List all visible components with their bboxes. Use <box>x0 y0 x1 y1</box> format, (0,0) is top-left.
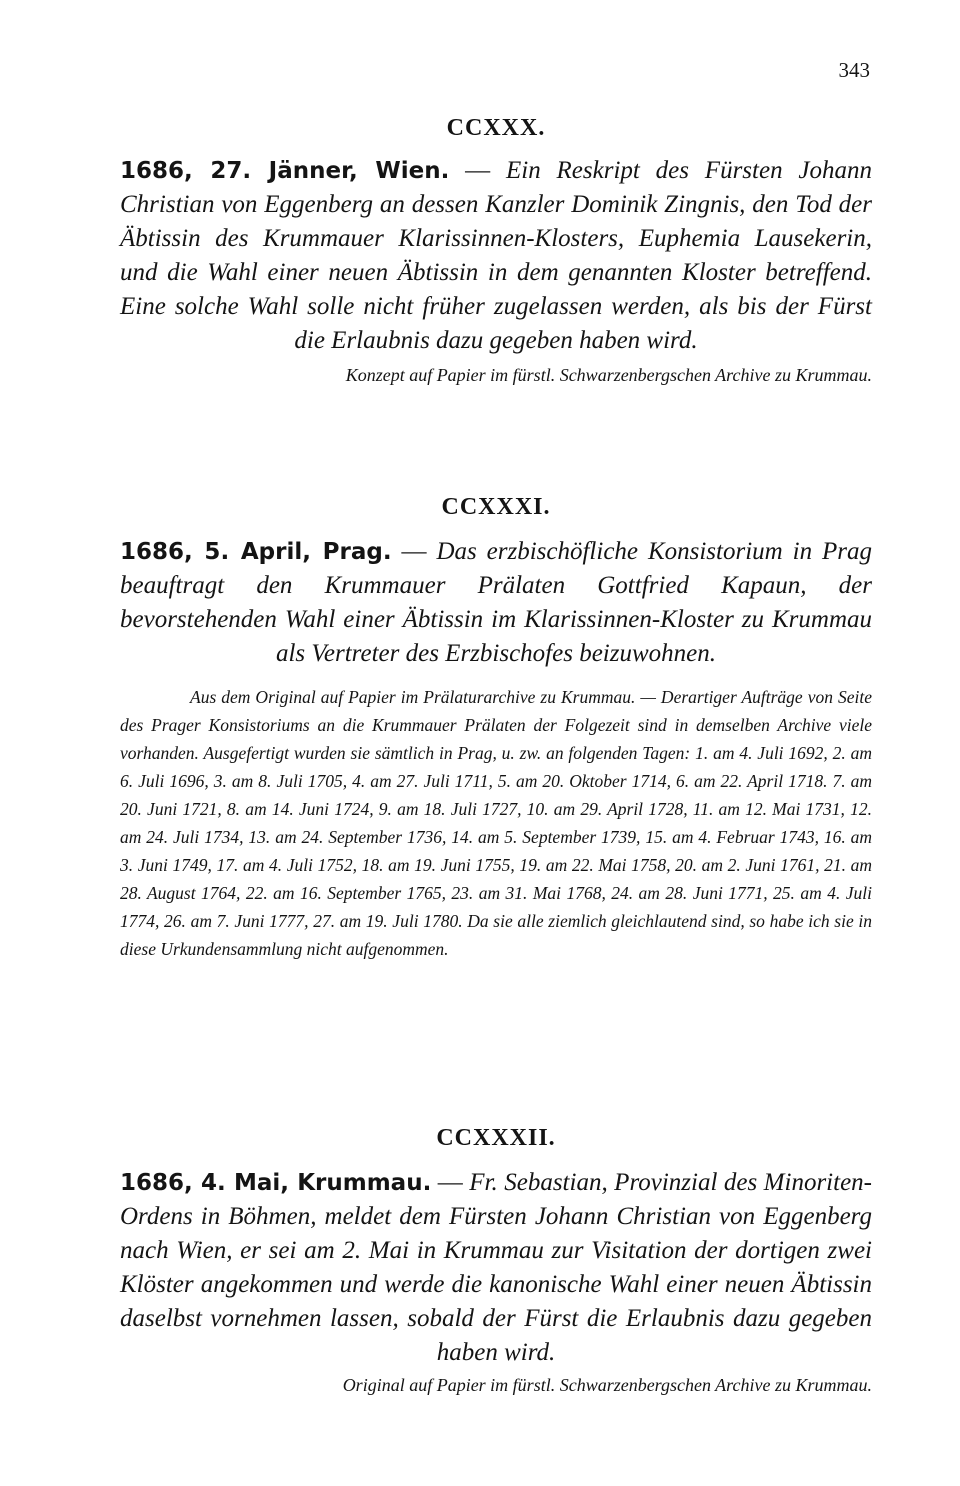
archival-note: Aus dem Original auf Papier im Prälaturarchive zu Krummau. — Derartiger Aufträge von Seite des Prager Konsistoriums an die Krummauer Prälaten der Folgezeit sind in demselben Archive viele vorhanden. Ausgefertigt wurden sie sämtlich in Prag, u. zw. an folgenden Tagen: 1. am 4. Juli 1692, 2. am 6. Juli 1696, 3. am 8. Juli 1705, 4. am 27. Juli 1711, 5. am 20. Oktober 1714, 6. am 22. April 1718. 7. am 20. Juni 1721, 8. am 14. Juni 1724, 9. am 18. Juli 1727, 10. am 29. April 1728, 11. am 12. Mai 1731, 12. am 24. Juli 1734, 13. am 24. September 1736, 14. am 5. September 1739, 15. am 4. Februar 1743, 16. am 3. Juni 1749, 17. am 4. Juli 1752, 18. am 19. Juni 1755, 19. am 22. Mai 1758, 20. am 2. Juni 1761, 21. am 28. August 1764, 22. am 16. September 1765, 23. am 31. Mai 1768, 24. am 28. Juni 1771, 25. am 4. Juli 1774, 26. am 7. Juni 1777, 27. am 19. Juli 1780. Da sie alle ziemlich gleichlautend sind, so habe ich sie in diese Urkundensammlung nicht aufgenommen. <box>120 687 872 959</box>
document-regest <box>120 535 872 671</box>
document-number: CCXXXII. <box>436 1125 556 1151</box>
document-summary: Fr. Sebastian, Provinzial des Minoriten-Ordens in Böhmen, meldet dem Fürsten Johann Christian von Eggenberg nach Wien, er sei am 2. Mai in Krummau zur Visitation der dortigen zwei Klöster angekommen und werde die kanonische Wahl einer neuen Äbtissin daselbst vornehmen lassen, sobald der Fürst die Erlaubnis dazu gegeben haben wird. <box>120 1169 872 1366</box>
page-number: 343 <box>838 58 870 82</box>
document-heading: 1686, 27. Jänner, Wien. <box>120 158 450 184</box>
document-heading: 1686, 4. Mai, Krummau. <box>120 1170 432 1196</box>
dash-separator: — <box>431 1169 470 1196</box>
document-regest <box>120 1166 872 1370</box>
document-ccxxxii <box>120 1125 872 1398</box>
dash-separator: — <box>449 157 506 184</box>
dash-separator: — <box>391 538 437 565</box>
document-summary: Ein Reskript des Fürsten Johann Christian von Eggenberg an dessen Kanzler Dominik Zingnis, den Tod der Äbtissin des Krummauer Klarissinnen-Klosters, Euphemia Lausekerin, und die Wahl einer neuen Äbtissin in dem genannten Kloster betreffend. Eine solche Wahl solle nicht früher zugelassen werden, als bis der Fürst die Erlaubnis dazu gegeben haben wird. <box>120 157 872 354</box>
document-number: CCXXX. <box>446 115 546 141</box>
document-heading: 1686, 5. April, Prag. <box>120 539 392 565</box>
document-number: CCXXXI. <box>441 494 551 520</box>
document-summary: Das erzbischöfliche Konsistorium in Prag beauftragt den Krummauer Prälaten Gottfried Kapaun, der bevorstehenden Wahl einer Äbtissin im Klarissinnen-Kloster zu Krummau als Vertreter des Erzbischofes beizuwohnen. <box>120 538 873 667</box>
document-ccxxx <box>120 115 872 388</box>
document-regest <box>120 154 872 358</box>
source-note: Konzept auf Papier im fürstl. Schwarzenbergschen Archive zu Krummau. <box>345 365 872 385</box>
source-note: Original auf Papier im fürstl. Schwarzenbergschen Archive zu Krummau. <box>342 1375 872 1395</box>
document-ccxxxi <box>120 494 872 963</box>
